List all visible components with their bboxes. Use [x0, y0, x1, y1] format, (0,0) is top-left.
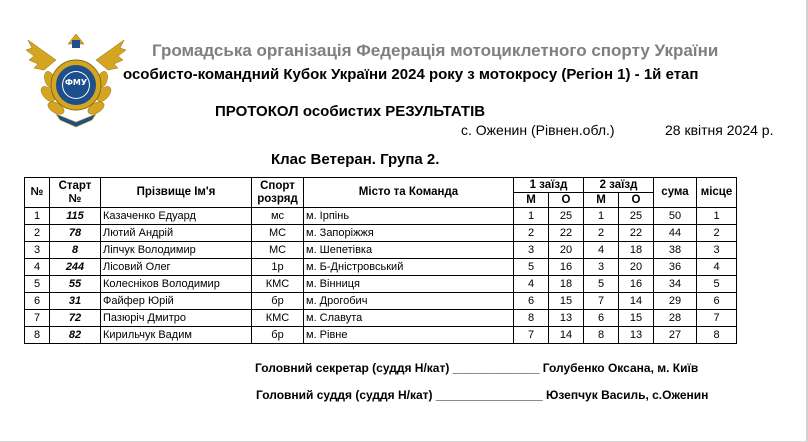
- cell-m2: 6: [584, 310, 619, 327]
- header-start: [50, 178, 101, 208]
- cell-rank: МС: [252, 225, 304, 242]
- cell-name: Лютий Андрій: [101, 225, 252, 242]
- header-race1: 1 заїзд: [514, 178, 584, 193]
- header-place: місце: [697, 178, 737, 208]
- cell-sum: 27: [654, 327, 697, 344]
- cell-place: 6: [697, 293, 737, 310]
- cell-num: 1: [25, 208, 50, 225]
- cell-num: 7: [25, 310, 50, 327]
- cell-sum: 34: [654, 276, 697, 293]
- cell-rank: КМС: [252, 276, 304, 293]
- header-race2: 2 заїзд: [584, 178, 654, 193]
- cell-o1: 16: [549, 259, 584, 276]
- cell-city: м. Вінниця: [304, 276, 514, 293]
- cell-place: 5: [697, 276, 737, 293]
- cell-name: Лісовий Олег: [101, 259, 252, 276]
- cell-city: м. Славута: [304, 310, 514, 327]
- cell-o1: 25: [549, 208, 584, 225]
- cell-place: 3: [697, 242, 737, 259]
- header-race2-o: О: [619, 193, 654, 208]
- cell-o1: 15: [549, 293, 584, 310]
- header-sum: сума: [654, 178, 697, 208]
- cell-start: 244: [50, 259, 101, 276]
- cell-o1: 20: [549, 242, 584, 259]
- header-race1-o: О: [549, 193, 584, 208]
- cell-num: 2: [25, 225, 50, 242]
- cell-num: 5: [25, 276, 50, 293]
- cell-m2: 2: [584, 225, 619, 242]
- event-date: 28 квітня 2024 р.: [665, 122, 774, 138]
- table-row: [25, 225, 737, 242]
- cell-city: м. Б-Дністровський: [304, 259, 514, 276]
- cell-m1: 4: [514, 276, 549, 293]
- cell-city: м. Запоріжжя: [304, 225, 514, 242]
- cell-start: 115: [50, 208, 101, 225]
- cell-name: Кирильчук Вадим: [101, 327, 252, 344]
- logo-monogram: ФМУ: [64, 78, 88, 87]
- cell-o2: 20: [619, 259, 654, 276]
- cell-rank: бр: [252, 293, 304, 310]
- cell-o2: 13: [619, 327, 654, 344]
- cell-start: 31: [50, 293, 101, 310]
- cell-name: Казаченко Едуард: [101, 208, 252, 225]
- cell-name: Ліпчук Володимир: [101, 242, 252, 259]
- cell-m1: 8: [514, 310, 549, 327]
- protocol-title: ПРОТОКОЛ особистих РЕЗУЛЬТАТІВ: [215, 103, 486, 120]
- table-row: [25, 327, 737, 344]
- table-row: [25, 242, 737, 259]
- table-row: [25, 259, 737, 276]
- cell-place: 8: [697, 327, 737, 344]
- cell-name: Пазюріч Дмитро: [101, 310, 252, 327]
- table-row: [25, 276, 737, 293]
- header-race1-m: М: [514, 193, 549, 208]
- cell-m2: 5: [584, 276, 619, 293]
- cell-o2: 16: [619, 276, 654, 293]
- cell-sum: 38: [654, 242, 697, 259]
- cell-o1: 13: [549, 310, 584, 327]
- cell-o1: 22: [549, 225, 584, 242]
- cell-name: Колесніков Володимир: [101, 276, 252, 293]
- cell-rank: мс: [252, 208, 304, 225]
- cell-num: 3: [25, 242, 50, 259]
- header-start-label: Старт №: [58, 179, 92, 205]
- cell-m1: 7: [514, 327, 549, 344]
- cell-m1: 1: [514, 208, 549, 225]
- cell-m2: 8: [584, 327, 619, 344]
- cell-o1: 14: [549, 327, 584, 344]
- table-row: [25, 208, 737, 225]
- header-num: №: [25, 178, 50, 208]
- cell-num: 4: [25, 259, 50, 276]
- header-city: Місто та Команда: [304, 178, 514, 208]
- cell-city: м. Дрогобич: [304, 293, 514, 310]
- cell-o1: 18: [549, 276, 584, 293]
- cell-place: 4: [697, 259, 737, 276]
- cell-m1: 3: [514, 242, 549, 259]
- cell-rank: МС: [252, 242, 304, 259]
- cell-o2: 15: [619, 310, 654, 327]
- cell-m2: 1: [584, 208, 619, 225]
- cell-rank: 1р: [252, 259, 304, 276]
- cell-num: 8: [25, 327, 50, 344]
- header-rank-label: Спорт розряд: [257, 179, 298, 205]
- cell-num: 6: [25, 293, 50, 310]
- cell-o2: 22: [619, 225, 654, 242]
- class-title: Клас Ветеран. Група 2.: [271, 151, 440, 168]
- cell-m2: 3: [584, 259, 619, 276]
- cell-m1: 6: [514, 293, 549, 310]
- cell-rank: КМС: [252, 310, 304, 327]
- cell-rank: бр: [252, 327, 304, 344]
- cell-m2: 7: [584, 293, 619, 310]
- secretary-signature-line: Головний секретар (суддя Н/кат) _____________ Голубенко Оксана, м. Київ: [255, 361, 699, 375]
- cell-sum: 50: [654, 208, 697, 225]
- header-race2-m: М: [584, 193, 619, 208]
- cell-start: 78: [50, 225, 101, 242]
- cell-sum: 28: [654, 310, 697, 327]
- cell-o2: 14: [619, 293, 654, 310]
- cell-city: м. Шепетівка: [304, 242, 514, 259]
- cell-place: 7: [697, 310, 737, 327]
- header-name: Прізвище Ім'я: [101, 178, 252, 208]
- results-table: [24, 177, 737, 344]
- cell-place: 2: [697, 225, 737, 242]
- table-row: [25, 310, 737, 327]
- cell-start: 8: [50, 242, 101, 259]
- organization-title: Громадська організація Федерація мотоциклетного спорту України: [152, 41, 719, 60]
- header-rank: [252, 178, 304, 208]
- cell-city: м. Ірпінь: [304, 208, 514, 225]
- cell-m1: 5: [514, 259, 549, 276]
- cell-start: 55: [50, 276, 101, 293]
- cell-o2: 18: [619, 242, 654, 259]
- cell-sum: 29: [654, 293, 697, 310]
- cup-title: особисто-командний Кубок України 2024 року з мотокросу (Регіон 1) - 1й етап: [123, 66, 699, 83]
- event-place: с. Оженин (Рівнен.обл.): [461, 122, 615, 138]
- judge-signature-line: Головний суддя (суддя Н/кат) ________________ Юзепчук Василь, с.Оженин: [256, 388, 709, 402]
- cell-start: 82: [50, 327, 101, 344]
- cell-name: Файфер Юрій: [101, 293, 252, 310]
- cell-sum: 44: [654, 225, 697, 242]
- table-row: [25, 293, 737, 310]
- cell-m2: 4: [584, 242, 619, 259]
- cell-city: м. Рівне: [304, 327, 514, 344]
- cell-m1: 2: [514, 225, 549, 242]
- cell-sum: 36: [654, 259, 697, 276]
- cell-place: 1: [697, 208, 737, 225]
- cell-start: 72: [50, 310, 101, 327]
- cell-o2: 25: [619, 208, 654, 225]
